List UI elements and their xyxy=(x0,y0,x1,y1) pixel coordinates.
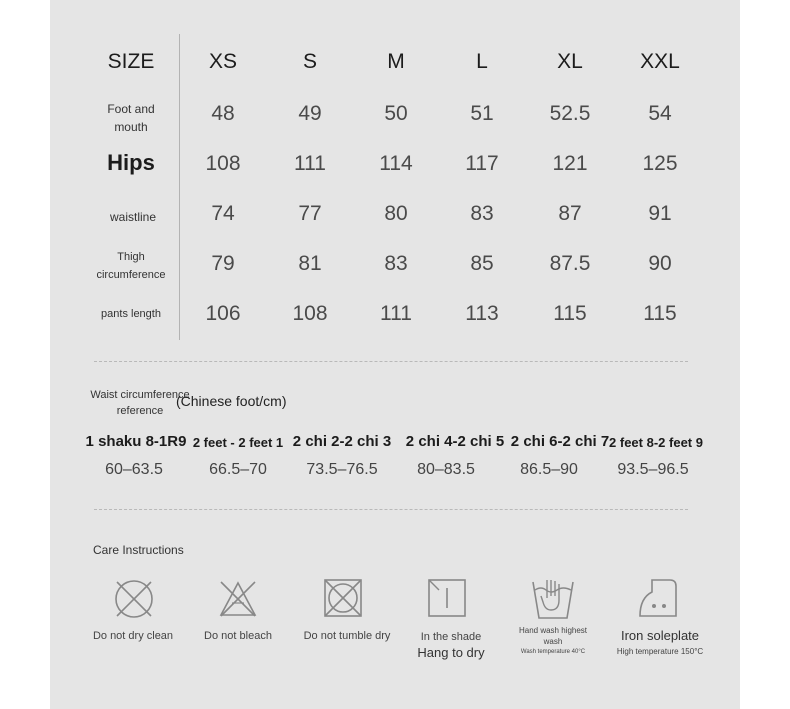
care-caption xyxy=(304,628,391,644)
cell-value: 117 xyxy=(465,152,499,175)
care-caption xyxy=(519,625,587,658)
cell-value: 49 xyxy=(298,102,322,125)
table-divider xyxy=(179,34,180,340)
care-caption-line: Do not bleach xyxy=(204,630,272,642)
row-label-thigh-circumference xyxy=(96,248,165,284)
cell-value: 87 xyxy=(558,202,582,225)
cell-value: 106 xyxy=(205,302,241,325)
cell-value: 77 xyxy=(298,202,322,225)
shade-dry-icon xyxy=(427,578,467,618)
cell-value: 111 xyxy=(380,302,412,325)
cell-value: 108 xyxy=(292,302,328,325)
waist-range-cm: 80–83.5 xyxy=(417,461,475,478)
cell-value: 108 xyxy=(205,152,241,175)
no-dry-clean-icon xyxy=(114,579,154,619)
row-label-waistline: waistline xyxy=(109,210,157,224)
no-tumble-dry-icon xyxy=(323,578,363,618)
row-label-line: circumference xyxy=(96,269,166,281)
size-header-s: S xyxy=(302,50,318,73)
waist-reference-label-line: reference xyxy=(116,405,164,417)
care-caption xyxy=(417,629,484,661)
care-caption-line: wash xyxy=(543,637,563,646)
section-divider xyxy=(94,361,688,362)
cell-value: 83 xyxy=(470,202,494,225)
cell-value: 115 xyxy=(553,302,587,325)
cell-value: 81 xyxy=(298,252,322,275)
cell-value: 54 xyxy=(648,102,672,125)
size-header-label: SIZE xyxy=(107,50,155,73)
size-header-xl: XL xyxy=(557,50,583,73)
cell-value: 91 xyxy=(648,202,672,225)
care-title: Care Instructions xyxy=(93,543,184,557)
care-caption xyxy=(617,628,703,660)
waist-range-top: 2 feet - 2 feet 1 xyxy=(192,435,284,450)
cell-value: 50 xyxy=(384,102,408,125)
cell-value: 121 xyxy=(552,152,588,175)
care-caption-line: In the shade xyxy=(420,631,482,643)
cell-value: 111 xyxy=(294,152,326,175)
cell-value: 85 xyxy=(470,252,494,275)
waist-range-cm: 60–63.5 xyxy=(105,461,163,478)
cell-value: 52.5 xyxy=(549,102,591,125)
care-caption-line: Do not dry clean xyxy=(92,630,174,642)
care-caption xyxy=(93,628,173,644)
waist-range-top: 2 feet 8-2 feet 9 xyxy=(609,435,703,450)
waist-range-cm: 93.5–96.5 xyxy=(617,461,689,478)
cell-value: 87.5 xyxy=(549,252,591,275)
iron-icon xyxy=(638,578,680,618)
cell-value: 114 xyxy=(379,152,413,175)
waist-range-top: 2 chi 4-2 chi 5 xyxy=(405,433,505,450)
cell-value: 83 xyxy=(384,252,408,275)
cell-value: 113 xyxy=(465,302,499,325)
cell-value: 115 xyxy=(643,302,677,325)
care-caption-line: Hand wash highest xyxy=(518,626,588,635)
cell-value: 125 xyxy=(642,152,678,175)
no-bleach-icon xyxy=(218,579,258,619)
row-label-foot-and-mouth xyxy=(107,100,154,136)
waist-range-top: 2 chi 2-2 chi 3 xyxy=(292,433,392,450)
row-label-line: Thigh xyxy=(117,251,145,263)
waist-range-top: 1 shaku 8-1R9 xyxy=(85,433,187,450)
cell-value: 51 xyxy=(470,102,494,125)
size-header-xs: XS xyxy=(208,50,238,73)
size-header-xxl: XXL xyxy=(640,50,680,73)
row-label-pants-length: pants length xyxy=(101,308,161,320)
care-caption xyxy=(204,628,272,644)
care-caption-line: Hang to dry xyxy=(417,645,485,660)
care-caption-line: High temperature 150°C xyxy=(616,647,704,656)
care-caption-line: Iron soleplate xyxy=(620,628,700,643)
cell-value: 74 xyxy=(211,202,235,225)
waist-reference-label-line: Waist circumference xyxy=(90,389,190,401)
hand-wash-icon xyxy=(531,578,575,620)
cell-value: 48 xyxy=(211,102,235,125)
row-label-line: mouth xyxy=(114,120,148,134)
waist-range-cm: 86.5–90 xyxy=(520,461,578,478)
row-label-line: Foot and xyxy=(107,102,155,116)
size-header-l: L xyxy=(476,50,488,73)
care-caption-line: Do not tumble dry xyxy=(303,630,391,642)
cell-value: 90 xyxy=(648,252,672,275)
waist-range-top: 2 chi 6-2 chi 7 xyxy=(510,433,610,450)
cell-value: 80 xyxy=(384,202,408,225)
waist-range-cm: 66.5–70 xyxy=(209,461,267,478)
cell-value: 79 xyxy=(211,252,235,275)
care-caption-line: Wash temperature 40°C xyxy=(520,649,586,655)
waist-reference-label xyxy=(90,387,189,419)
row-label-hips: Hips xyxy=(107,150,155,175)
section-divider xyxy=(94,509,688,510)
waist-range-cm: 73.5–76.5 xyxy=(306,461,378,478)
waist-reference-unit: (Chinese foot/cm) xyxy=(176,393,287,409)
size-header-m: M xyxy=(387,50,405,73)
